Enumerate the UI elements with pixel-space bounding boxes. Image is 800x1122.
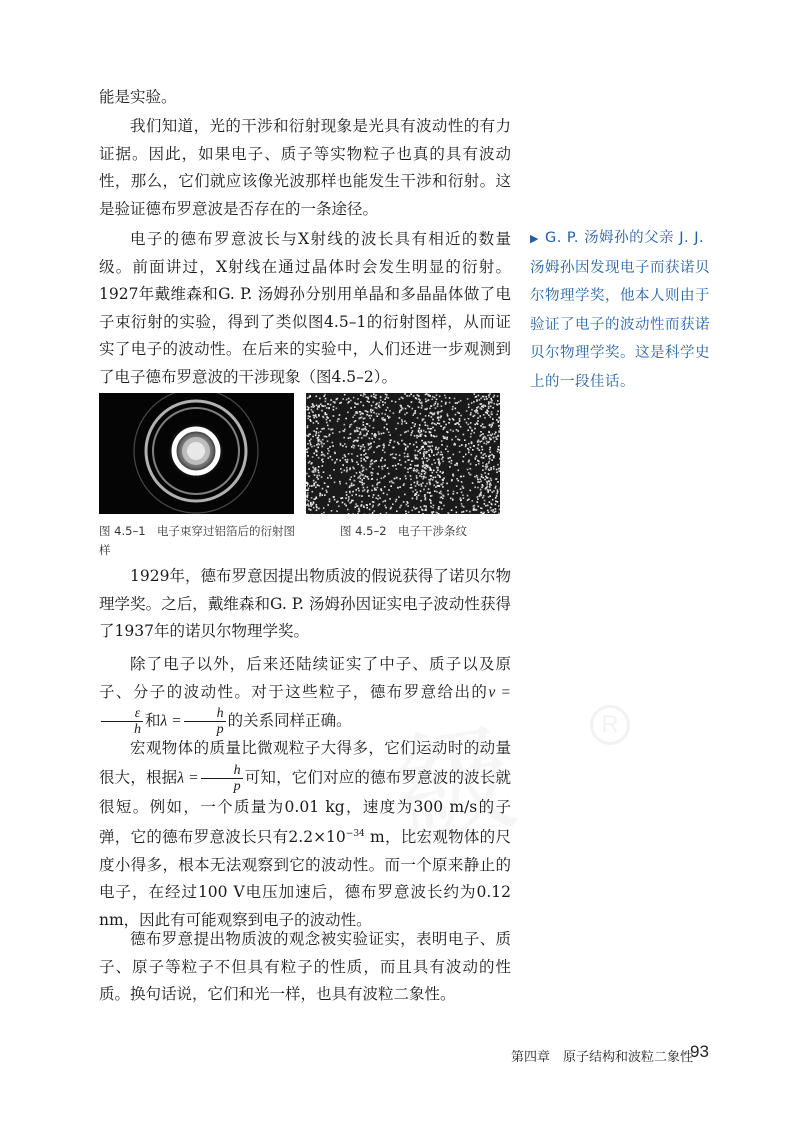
paragraph-4: [99, 651, 511, 737]
page-number: 93: [690, 1042, 709, 1061]
paragraph-4-text-b: 和: [145, 711, 161, 730]
figure-diffraction-rings: [99, 393, 294, 514]
paragraph-5-text-a: 宏观物体的质量比微观粒子大得多，它们运动时的动量很大，根据: [99, 739, 511, 786]
formula-lambda-fraction-2: [201, 763, 243, 794]
paragraph-4-text-c: 的关系同样正确。: [227, 711, 352, 730]
formula-nu-lhs: ν =: [488, 683, 511, 701]
paragraph-6: 德布罗意提出物质波的观念被实验证实，表明电子、质子、原子等粒子不但具有粒子的性质，而且具有波动的性质。换句话说，它们和光一样，也具有波粒二象性。: [99, 930, 511, 1003]
formula-nu-denominator: h: [134, 722, 141, 737]
figure-1-caption: 图 4.5–1 电子束穿过铝箔后的衍射图样: [99, 524, 296, 557]
registered-mark-watermark: R: [590, 705, 630, 745]
paragraph-5: [99, 735, 511, 934]
figure-interference-fringes: [306, 393, 500, 514]
formula-lambda-lhs: λ =: [160, 712, 182, 730]
formula-lambda-numerator-2: h: [201, 763, 243, 779]
formula-lambda-denominator-2: p: [233, 778, 241, 794]
sidenote-text: G. P. 汤姆孙的父亲 J. J. 汤姆孙因发现电子而获诺贝尔物理学奖，他本人则由于验证了电子的波动性而获诺贝尔物理学奖。这是科学史上的一段佳话。: [530, 230, 710, 390]
formula-nu-fraction: [101, 706, 143, 737]
paragraph-5-text-b: 可知，它们对应的德布罗意波的波长就很短。例如，一个质量为0.01 kg，速度为300 m/s的子弹，它的德布罗意波长只有2.2×10: [99, 768, 511, 847]
paragraph-4-text-a: 除了电子以外，后来还陆续证实了中子、质子以及原子、分子的波动性。对于这些粒子，德布罗意给出的: [99, 655, 511, 701]
triangle-marker-icon: ▶: [530, 232, 539, 245]
paragraph-3: 1929年，德布罗意因提出物质波的假说获得了诺贝尔物理学奖。之后，戴维森和G. P. 汤姆孙因证实电子波动性获得了1937年的诺贝尔物理学奖。: [99, 567, 511, 640]
interference-fringes-image: [306, 393, 500, 514]
formula-lambda-lhs-2: λ =: [177, 769, 199, 786]
formula-lambda-fraction: [184, 706, 226, 737]
footer-chapter-title: 第四章 原子结构和波粒二象性: [511, 1050, 694, 1065]
paragraph-0: 能是实验。: [99, 88, 177, 106]
figure-2-caption: 图 4.5–2 电子干涉条纹: [340, 524, 468, 538]
paragraph-2: 电子的德布罗意波长与X射线的波长具有相近的数量级。前面讲过，X射线在通过晶体时会发生明显的衍射。1927年戴维森和G. P. 汤姆孙分别用单晶和多晶晶体做了电子束衍射的实验，得到了类似图4.5–1的衍射图样，从而证实了电子的波动性。在后来的实验中，人们还进一步观测到了电子德布罗意波的干涉现象（图4.5–2）。: [99, 230, 511, 386]
formula-lambda-numerator: h: [184, 706, 226, 722]
sidenote: [530, 224, 720, 396]
diffraction-rings-image: [99, 393, 294, 514]
formula-lambda-denominator: p: [216, 722, 224, 737]
paragraph-5-text-c: m，比宏观物体的尺度小得多，根本无法观察到它的波动性。而一个原来静止的电子，在经过100 V电压加速后，德布罗意波长约为0.12 nm，因此有可能观察到电子的波动性。: [99, 828, 511, 929]
paragraph-1: 我们知道，光的干涉和衍射现象是光具有波动性的有力证据。因此，如果电子、质子等实物粒子也真的具有波动性，那么，它们就应该像光波那样也能发生干涉和衍射。这是验证德布罗意波是否存在的一条途径。: [99, 117, 511, 218]
formula-nu-numerator: ε: [101, 706, 143, 722]
exponent: −34: [345, 829, 365, 839]
